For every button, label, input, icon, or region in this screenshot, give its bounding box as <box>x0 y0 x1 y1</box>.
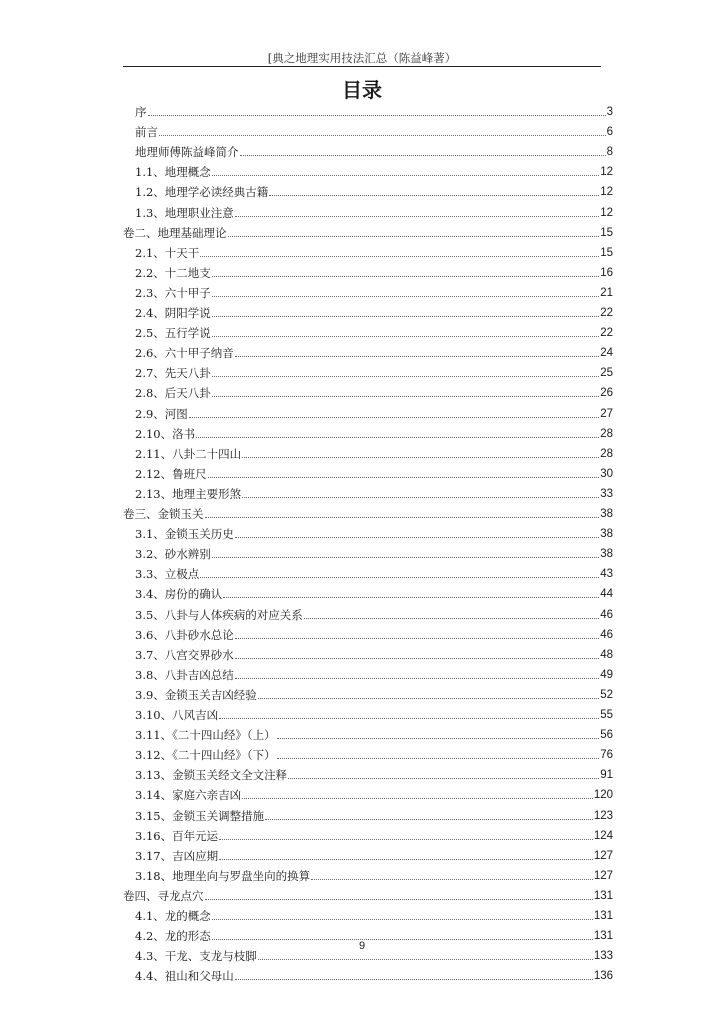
toc-entry-page: 12 <box>600 186 613 199</box>
toc-entry-page: 16 <box>600 266 613 279</box>
toc-entry-label: 2.10、洛书 <box>135 426 196 441</box>
toc-entry-page: 22 <box>600 307 613 319</box>
toc-entry-page: 15 <box>600 226 613 239</box>
dot-leader <box>200 256 599 257</box>
toc-entry-page: 120 <box>593 789 613 802</box>
toc-entry-label: 2.3、六十甲子 <box>135 285 211 300</box>
toc-entry[interactable] <box>135 180 613 199</box>
toc-entry[interactable] <box>135 381 613 400</box>
toc-entry[interactable] <box>135 321 613 340</box>
dot-leader <box>212 557 599 558</box>
toc-entry-label: 1.1、地理概念 <box>135 165 211 180</box>
toc-entry-page: 15 <box>600 246 613 259</box>
dot-leader <box>205 899 593 900</box>
toc-entry[interactable] <box>135 281 613 300</box>
toc-entry-label: 3.1、金锁玉关历史 <box>135 527 234 542</box>
toc-entry-label: 2.8、后天八卦 <box>135 386 211 401</box>
toc-entry-page: 48 <box>600 648 613 661</box>
toc-entry[interactable] <box>135 301 613 320</box>
toc-entry[interactable] <box>135 663 613 682</box>
dot-leader <box>235 537 599 538</box>
toc-entry-page: 131 <box>593 910 613 922</box>
toc-entry-label: 前言 <box>135 125 158 140</box>
toc-entry-label: 1.3、地理职业注意 <box>135 205 234 220</box>
toc-entry[interactable] <box>135 261 613 280</box>
toc-entry-label: 3.14、家庭六亲吉凶 <box>135 788 242 803</box>
toc-entry-label: 3.10、八风吉凶 <box>135 708 219 722</box>
toc-entry-page: 131 <box>593 930 613 943</box>
toc-entry-label: 4.3、干龙、支龙与枝脚 <box>135 949 257 964</box>
toc-entry[interactable] <box>135 904 613 923</box>
toc-entry-label: 3.5、八卦与人体疾病的对应关系 <box>135 607 303 622</box>
toc-entry-label: 3.3、立极点 <box>135 567 200 582</box>
toc-entry[interactable] <box>135 402 613 421</box>
dot-leader <box>205 517 600 518</box>
toc-entry-label: 3.15、金锁玉关调整措施 <box>135 808 265 823</box>
toc-entry-label: 3.2、砂水辨别 <box>135 547 211 562</box>
toc-entry-page: 30 <box>600 467 613 480</box>
toc-entry-page: 21 <box>600 286 613 299</box>
running-header: [典之地理实用技法汇总（陈益峰著） <box>267 51 457 65</box>
toc-entry-page: 3 <box>606 106 613 118</box>
toc-entry[interactable] <box>135 542 613 561</box>
toc-entry[interactable] <box>135 201 613 220</box>
dot-leader <box>235 678 599 679</box>
toc-entry[interactable] <box>135 703 613 722</box>
toc-entry-label: 2.6、六十甲子纳音 <box>135 346 234 361</box>
toc-entry[interactable] <box>135 361 613 380</box>
dot-leader <box>212 376 599 377</box>
toc-entry[interactable] <box>135 683 613 702</box>
dot-leader <box>311 879 593 880</box>
dot-leader <box>228 236 600 237</box>
dot-leader <box>212 296 599 297</box>
dot-leader <box>212 396 599 397</box>
dot-leader <box>196 437 599 438</box>
page-number: 9 <box>358 940 366 952</box>
toc-entry-page: 38 <box>600 528 613 541</box>
toc-entry-label: 3.11、《二十四山经》（上） <box>135 728 276 743</box>
toc-entry-label: 序 <box>135 105 147 119</box>
toc-entry[interactable] <box>135 623 613 642</box>
toc-entry-page: 24 <box>600 347 613 360</box>
toc-entry-page: 38 <box>600 508 613 520</box>
dot-leader <box>242 457 599 458</box>
toc-entry-label: 3.8、八卦吉凶总结 <box>135 667 234 682</box>
dot-leader <box>200 577 599 578</box>
dot-leader <box>235 658 599 659</box>
toc-entry[interactable] <box>135 824 613 843</box>
toc-entry-page: 56 <box>600 729 613 742</box>
dot-leader <box>219 859 593 860</box>
toc-entry-page: 131 <box>593 889 613 902</box>
toc-entry-label: 4.1、龙的概念 <box>135 909 211 923</box>
toc-entry-label: 4.4、祖山和父母山 <box>135 969 234 984</box>
dot-leader <box>269 195 599 196</box>
toc-entry-page: 127 <box>593 869 613 882</box>
dot-leader <box>148 115 606 116</box>
toc-entry-label: 卷三、金锁玉关 <box>123 507 204 521</box>
toc-entry-label: 3.18、地理坐向与罗盘坐向的换算 <box>135 868 311 883</box>
dot-leader <box>219 839 593 840</box>
toc-entry[interactable] <box>135 743 613 762</box>
toc-entry-label: 2.12、鲁班尺 <box>135 466 207 481</box>
dot-leader <box>219 718 599 719</box>
toc-entry[interactable] <box>135 603 613 622</box>
dot-leader <box>212 316 599 317</box>
toc-entry-label: 4.2、龙的形态 <box>135 929 211 944</box>
toc-entry-page: 8 <box>606 146 613 159</box>
toc-entry-page: 123 <box>593 809 613 822</box>
toc-entry-page: 133 <box>593 950 613 963</box>
toc-entry-page: 33 <box>600 487 613 500</box>
toc-entry[interactable] <box>135 422 613 441</box>
toc-entry-page: 38 <box>600 548 613 561</box>
toc-entry-page: 6 <box>606 126 613 139</box>
toc-entry-page: 25 <box>600 367 613 380</box>
toc-entry[interactable] <box>135 582 613 601</box>
toc-entry-page: 22 <box>600 327 613 340</box>
toc-entry-label: 卷二、地理基础理论 <box>123 225 227 240</box>
dot-leader <box>258 959 593 960</box>
toc-entry-page: 46 <box>600 628 613 641</box>
toc-entry[interactable] <box>135 864 613 883</box>
dot-leader <box>242 497 599 498</box>
toc-entry[interactable] <box>135 763 613 782</box>
toc-entry[interactable] <box>135 120 613 139</box>
dot-leader <box>235 216 599 217</box>
dot-leader <box>277 738 600 739</box>
dot-leader <box>212 336 599 337</box>
toc-entry[interactable] <box>135 462 613 481</box>
toc-entry[interactable] <box>135 341 613 360</box>
toc-entry[interactable] <box>135 844 613 863</box>
toc-entry-label: 3.6、八卦砂水总论 <box>135 627 234 642</box>
toc-entry-label: 2.7、先天八卦 <box>135 366 211 381</box>
toc-entry[interactable] <box>135 643 613 662</box>
header-rule <box>123 66 601 67</box>
dot-leader <box>223 597 599 598</box>
toc-entry[interactable] <box>135 442 613 461</box>
toc-entry-label: 3.17、吉凶应期 <box>135 848 219 863</box>
toc-entry[interactable] <box>135 522 613 541</box>
toc-entry-label: 3.16、百年元运 <box>135 828 219 843</box>
toc-entry[interactable] <box>135 562 613 581</box>
toc-entry-label: 2.2、十二地支 <box>135 265 211 280</box>
toc-entry-label: 2.1、十天干 <box>135 245 200 260</box>
dot-leader <box>212 276 599 277</box>
dot-leader <box>235 638 599 639</box>
toc-entry[interactable] <box>135 241 613 260</box>
page-title: 目录 <box>342 78 382 102</box>
toc-entry-label: 1.2、地理学必读经典古籍 <box>135 185 269 200</box>
toc-entry-page: 12 <box>600 206 613 219</box>
dot-leader <box>159 135 606 136</box>
dot-leader <box>189 417 599 418</box>
dot-leader <box>212 919 593 920</box>
toc-entry-label: 地理师傅陈益峰简介 <box>135 145 239 160</box>
dot-leader <box>288 778 599 779</box>
dot-leader <box>304 618 599 619</box>
toc-entry-page: 27 <box>600 407 613 420</box>
toc-entry[interactable] <box>123 884 613 903</box>
toc-entry-label: 3.4、房份的确认 <box>135 587 223 602</box>
toc-entry-label: 2.9、河图 <box>135 406 188 421</box>
toc-entry-label: 2.13、地理主要形煞 <box>135 486 242 501</box>
toc-entry-label: 2.4、阴阳学说 <box>135 306 211 320</box>
dot-leader <box>208 477 600 478</box>
toc-entry-page: 44 <box>600 588 613 601</box>
toc-entry[interactable] <box>135 100 613 119</box>
toc-entry-page: 43 <box>600 568 613 581</box>
toc-entry-label: 2.5、五行学说 <box>135 326 211 341</box>
toc-entry-label: 3.12、《二十四山经》（下） <box>135 748 276 763</box>
toc-entry-page: 55 <box>600 709 613 721</box>
toc-entry-label: 3.9、金锁玉关吉凶经验 <box>135 687 257 702</box>
toc-entry-label: 3.7、八宫交界砂水 <box>135 647 234 662</box>
dot-leader <box>277 758 600 759</box>
toc-entry[interactable] <box>135 723 613 742</box>
toc-entry[interactable] <box>135 964 613 983</box>
toc-entry-page: 28 <box>600 427 613 440</box>
toc-entry-label: 3.13、金锁玉关经文全文注释 <box>135 768 288 783</box>
dot-leader <box>265 819 593 820</box>
dot-leader <box>235 979 593 980</box>
toc-entry-label: 卷四、寻龙点穴 <box>123 888 204 903</box>
toc-entry-page: 46 <box>600 608 613 621</box>
toc-entry-page: 76 <box>600 749 613 762</box>
toc-entry-page: 52 <box>600 688 613 701</box>
toc-entry-page: 26 <box>600 387 613 400</box>
toc-entry[interactable] <box>123 502 613 521</box>
toc-entry[interactable] <box>123 221 613 240</box>
toc-entry-page: 124 <box>593 829 613 842</box>
toc-entry-page: 91 <box>600 769 613 782</box>
toc-entry[interactable] <box>135 160 613 179</box>
dot-leader <box>235 356 599 357</box>
toc-entry-page: 136 <box>593 970 613 983</box>
dot-leader <box>242 798 593 799</box>
toc-entry-label: 2.11、八卦二十四山 <box>135 446 242 461</box>
toc-entry[interactable] <box>135 783 613 802</box>
toc-entry-page: 49 <box>600 668 613 681</box>
toc-entry[interactable] <box>135 140 613 159</box>
toc-entry-page: 127 <box>593 849 613 862</box>
toc-entry-page: 12 <box>600 166 613 179</box>
dot-leader <box>240 155 606 156</box>
toc-entry[interactable] <box>135 482 613 501</box>
toc-entry-page: 28 <box>600 447 613 460</box>
dot-leader <box>258 698 599 699</box>
dot-leader <box>212 175 599 176</box>
toc-entry[interactable] <box>135 804 613 823</box>
